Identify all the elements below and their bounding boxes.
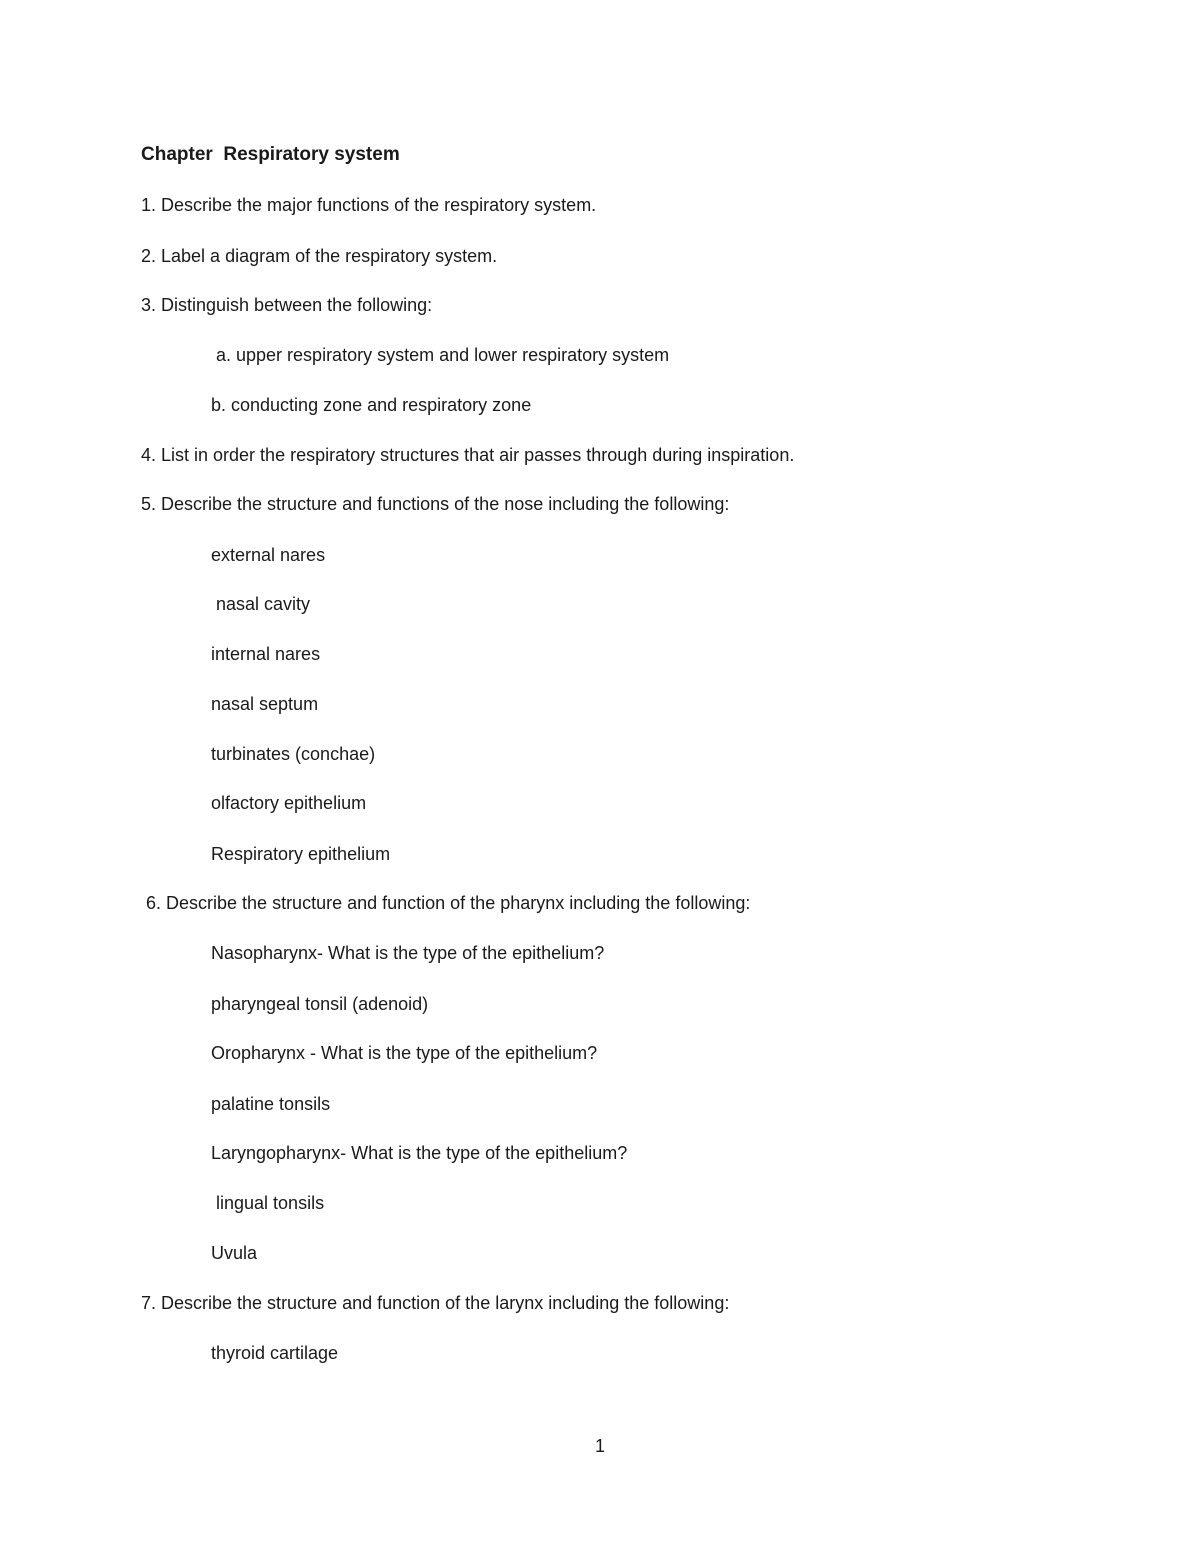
sub-item-thyroid-cartilage: thyroid cartilage	[211, 1343, 339, 1363]
question-1: 1. Describe the major functions of the respiratory system.	[141, 195, 597, 215]
chapter-title: Chapter Respiratory system	[141, 144, 400, 165]
sub-item-olfactory-epithelium: olfactory epithelium	[211, 793, 367, 813]
question-6: 6. Describe the structure and function of the pharynx including the following:	[141, 893, 751, 913]
question-2: 2. Label a diagram of the respiratory system.	[141, 246, 498, 266]
sub-item-nasal-septum: nasal septum	[211, 694, 319, 714]
question-3a: a. upper respiratory system and lower respiratory system	[211, 345, 670, 365]
sub-item-nasopharynx: Nasopharynx- What is the type of the epithelium?	[211, 943, 605, 963]
page-number: 1	[594, 1436, 605, 1456]
sub-item-oropharynx: Oropharynx - What is the type of the epithelium?	[211, 1043, 598, 1063]
sub-item-laryngopharynx: Laryngopharynx- What is the type of the epithelium?	[211, 1143, 628, 1163]
sub-item-uvula: Uvula	[211, 1243, 258, 1263]
sub-item-turbinates: turbinates (conchae)	[211, 744, 376, 764]
sub-item-respiratory-epithelium: Respiratory epithelium	[211, 844, 391, 864]
sub-item-palatine-tonsils: palatine tonsils	[211, 1094, 331, 1114]
sub-item-lingual-tonsils: lingual tonsils	[211, 1193, 325, 1213]
question-3: 3. Distinguish between the following:	[141, 295, 433, 315]
sub-item-nasal-cavity: nasal cavity	[211, 594, 311, 614]
question-4: 4. List in order the respiratory structures that air passes through during inspiration.	[141, 445, 795, 465]
sub-item-pharyngeal-tonsil: pharyngeal tonsil (adenoid)	[211, 994, 429, 1014]
question-3b: b. conducting zone and respiratory zone	[211, 395, 532, 415]
question-7: 7. Describe the structure and function of the larynx including the following:	[141, 1293, 730, 1313]
question-5: 5. Describe the structure and functions of the nose including the following:	[141, 494, 730, 514]
sub-item-external-nares: external nares	[211, 545, 326, 565]
sub-item-internal-nares: internal nares	[211, 644, 321, 664]
